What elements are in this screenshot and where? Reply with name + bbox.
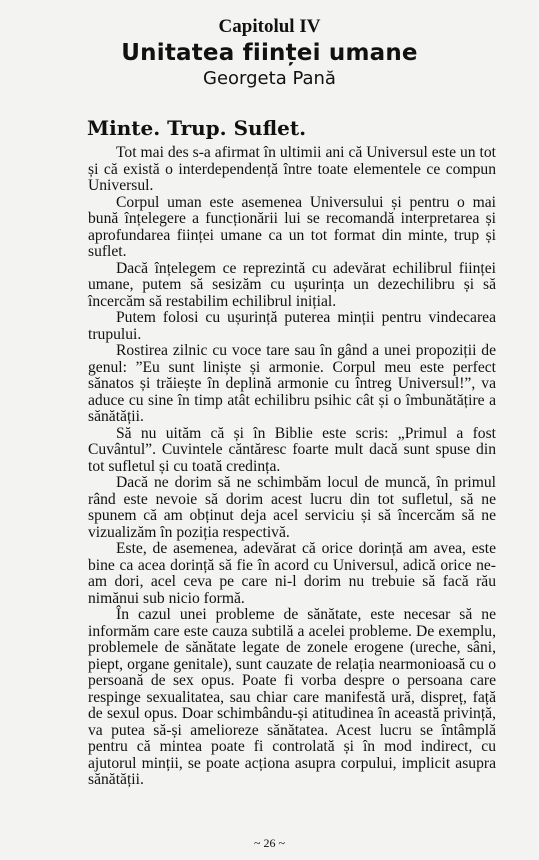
paragraph: Să nu uităm că și în Biblie este scris: „Primul a fost Cuvântul”. Cuvintele căntăresc foarte mult dacă sunt spuse din tot sufletul și cu toată credința. [88,424,496,475]
chapter-author: Georgeta Pană [203,68,336,89]
paragraph: Corpul uman este asemenea Universului și pentru o mai bună înțelegere a funcționării lui se recomandă interpretarea și aprofundarea ființei umane ca un tot format din minte, trup și suflet. [88,193,496,260]
page-number: ~ 26 ~ [254,836,285,850]
paragraph: Putem folosi cu ușurință puterea minții pentru vindecarea trupului. [88,309,496,343]
paragraph: În cazul unei probleme de sănătate, este necesar să ne informăm care este cauza subtilă a acelei probleme. De exemplu, problemele de sănătate legate de zonele erogene (ureche, sâni, piept, organe genitale), sunt cauzate de relația nearmonioasă cu o persoană de sex opus. Poate fi vorba despre o persoana care respinge sexualitatea, sau chiar care manifestă ură, dispreț, față de sexul opus. Doar schimbându-și atitudinea în această privință, va putea să-și amelioreze sănătatea. Acest lucru se întâmplă pentru că mintea poate fi controlată și în mod indirect, cu ajutorul minții, se poate acționa asupra corpului, implicit asupra sănătății. [88,606,496,788]
paragraph: Dacă înțelegem ce reprezintă cu adevărat echilibrul ființei umane, putem să sesizăm cu ușurința un dezechilibru și să încercăm să restabilim echilibrul inițial. [88,259,496,310]
body-text [88,145,496,789]
paragraph: Tot mai des s-a afirmat în ultimii ani că Universul este un tot și că există o interdependență între toate elementele ce compun Universul. [88,144,496,194]
paragraph: Este, de asemenea, adevărat că orice dorință am avea, este bine ca acea dorință să fie în acord cu Universul, adică orice ne-am dori, acel ceva pe care ni-l dorim nu trebuie să facă rău nimănui sub nicio formă. [88,540,496,607]
chapter-label: Capitolul IV [218,16,321,37]
paragraph: Rostirea zilnic cu voce tare sau în gând a unei propoziții de genul: ”Eu sunt liniște și armonie. Corpul meu este perfect sănatos și trăiește în deplină armonie cu întreg Universul!”, va aduce cu sine în timp atât echilibru psihic cât și o îmbunătățire a sănătății. [88,342,496,425]
paragraph: Dacă ne dorim să ne schimbăm locul de muncă, în primul rând este nevoie să dorim acest lucru din tot sufletul, să ne spunem că am obținut deja acel serviciu și să încercăm să ne vizualizăm în poziția respectivă. [88,474,496,541]
chapter-title: Unitatea ființei umane [121,40,418,66]
section-title: Minte. Trup. Suflet. [87,116,307,140]
